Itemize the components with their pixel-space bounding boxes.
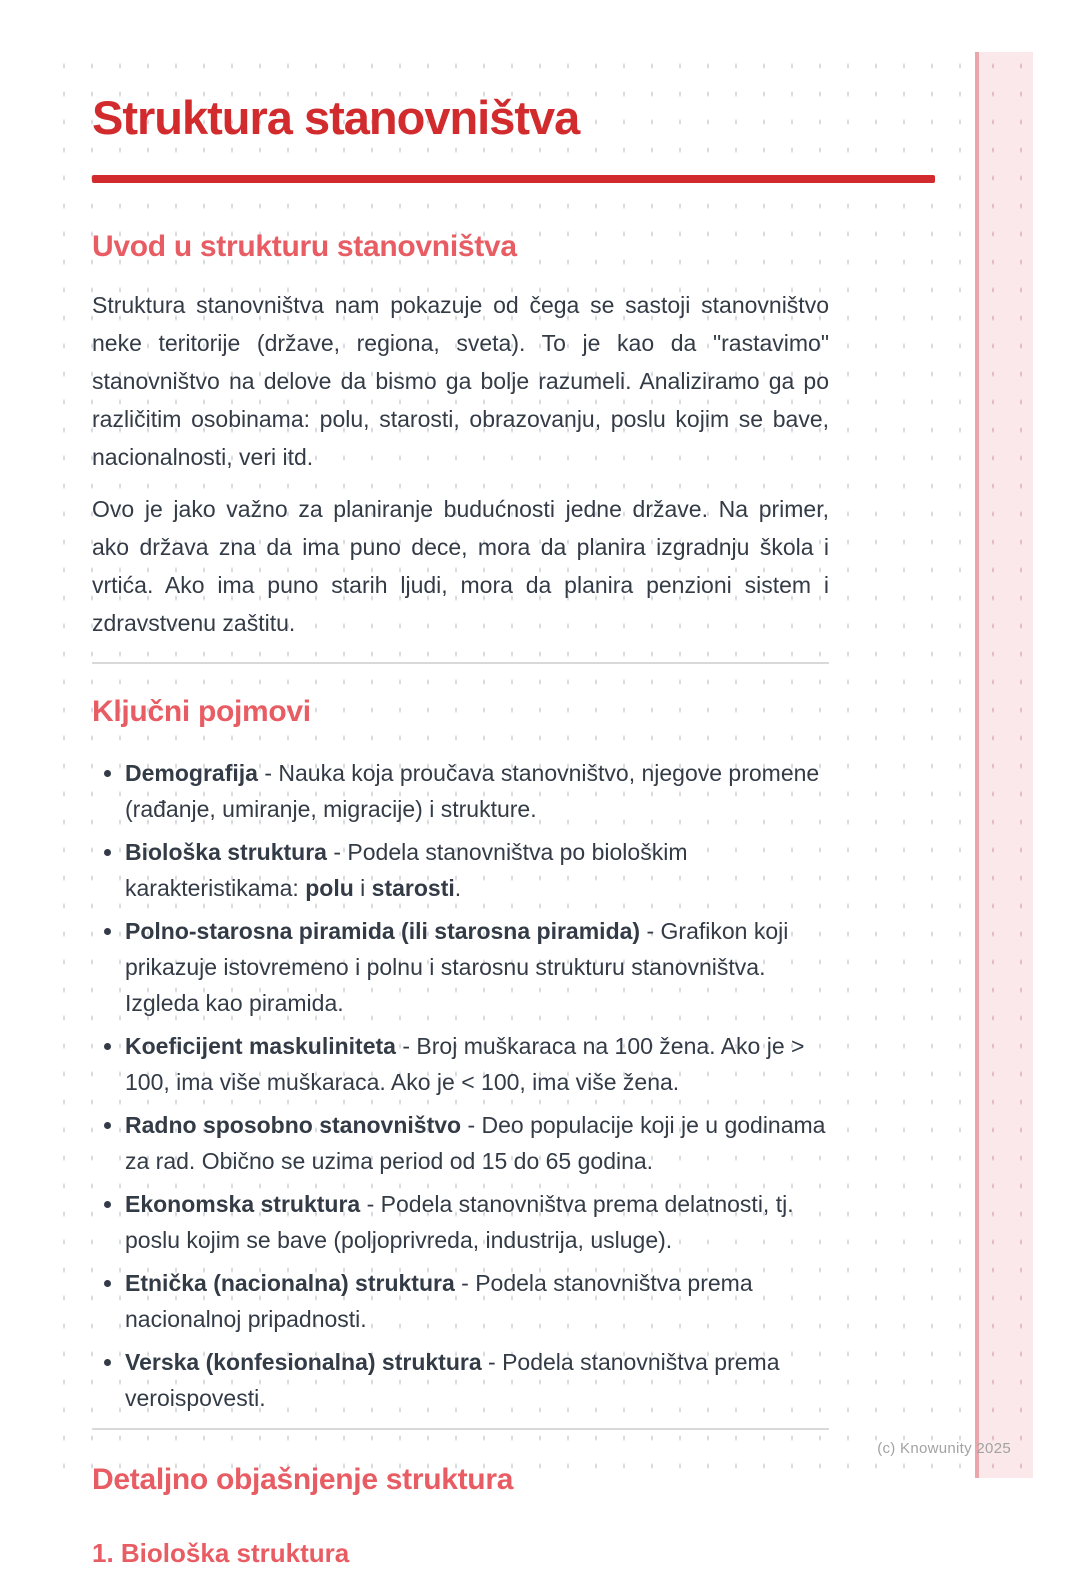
term-name: Radno sposobno stanovništvo [125,1112,462,1138]
notebook-paper [50,52,1033,1568]
term-definition: - Deo populacije koji je u godinama za rad. Obično se uzima period od 15 do 65 godina. [125,1112,826,1174]
term-name: Ekonomska struktura [125,1191,361,1217]
subsection-heading-bioloska: 1. Biološka struktura [92,1538,350,1568]
term-name: starosti [371,875,455,901]
term-name: Koeficijent maskuliniteta [125,1033,396,1059]
key-term-item [125,1344,829,1416]
key-term-item [125,1265,829,1337]
pink-margin-stripe [975,52,1033,1478]
term-name: Polno-starosna piramida (ili starosna piramida) [125,918,641,944]
term-definition: - Grafikon koji prikazuje istovremeno i polnu i starosnu strukturu stanovništva. Izgleda kao piramida. [125,918,789,1016]
intro-paragraph-1: Struktura stanovništva nam pokazuje od čega se sastoji stanovništvo neke teritorije (države, regiona, sveta). To je kao da "rastavimo" stanovništvo na delove da bismo ga bolje razumeli. Analiziramo ga po različitim osobinama: polu, starosti, obrazovanju, poslu kojim se bave, nacionalnosti, veri itd. [92,292,829,470]
term-name: polu [305,875,354,901]
term-name: Verska (konfesionalna) struktura [125,1349,482,1375]
term-definition: - Podela stanovništva prema veroispovesti. [125,1349,780,1411]
page-title: Struktura stanovništva [92,91,580,144]
term-name: Demografija [125,760,258,786]
section-heading-intro: Uvod u strukturu stanovništva [92,230,517,263]
term-definition: - Broj muškaraca na 100 žena. Ako je > 100, ima više muškaraca. Ako je < 100, ima više žena. [125,1033,805,1095]
key-term-item [125,913,829,1021]
term-name: Biološka struktura [125,839,327,865]
term-definition: i [353,875,372,901]
key-term-item [125,1107,829,1179]
section-heading-details: Detaljno objašnjenje struktura [92,1463,514,1496]
key-term-item [125,755,829,827]
key-term-item [125,834,829,906]
key-terms-list [92,755,829,1416]
section-heading-key-terms: Ključni pojmovi [92,695,311,728]
key-term-item [125,1028,829,1100]
term-definition: - Podela stanovništva prema delatnosti, tj. poslu kojim se bave (poljoprivreda, industrija, usluge). [125,1191,794,1253]
note-content [92,52,937,1569]
term-definition: - Podela stanovništva prema nacionalnoj pripadnosti. [125,1270,753,1332]
term-name: Etnička (nacionalna) struktura [125,1270,455,1296]
intro-paragraph-2: Ovo je jako važno za planiranje budućnosti jedne države. Na primer, ako država zna da ima puno dece, mora da planira izgradnju škola i vrtića. Ako ima puno starih ljudi, mora da planira penzioni sistem i zdravstvenu zaštitu. [92,496,829,636]
section-divider [92,662,829,664]
key-term-item [125,1186,829,1258]
term-definition: . [454,875,462,901]
term-definition: - Nauka koja proučava stanovništvo, njegove promene (rađanje, umiranje, migracije) i strukture. [125,760,820,822]
section-divider [92,1428,829,1430]
watermark: (c) Knowunity 2025 [877,1440,1011,1457]
term-definition: - Podela stanovništva po biološkim karakteristikama: [125,839,688,901]
title-underline-rule [92,175,935,183]
